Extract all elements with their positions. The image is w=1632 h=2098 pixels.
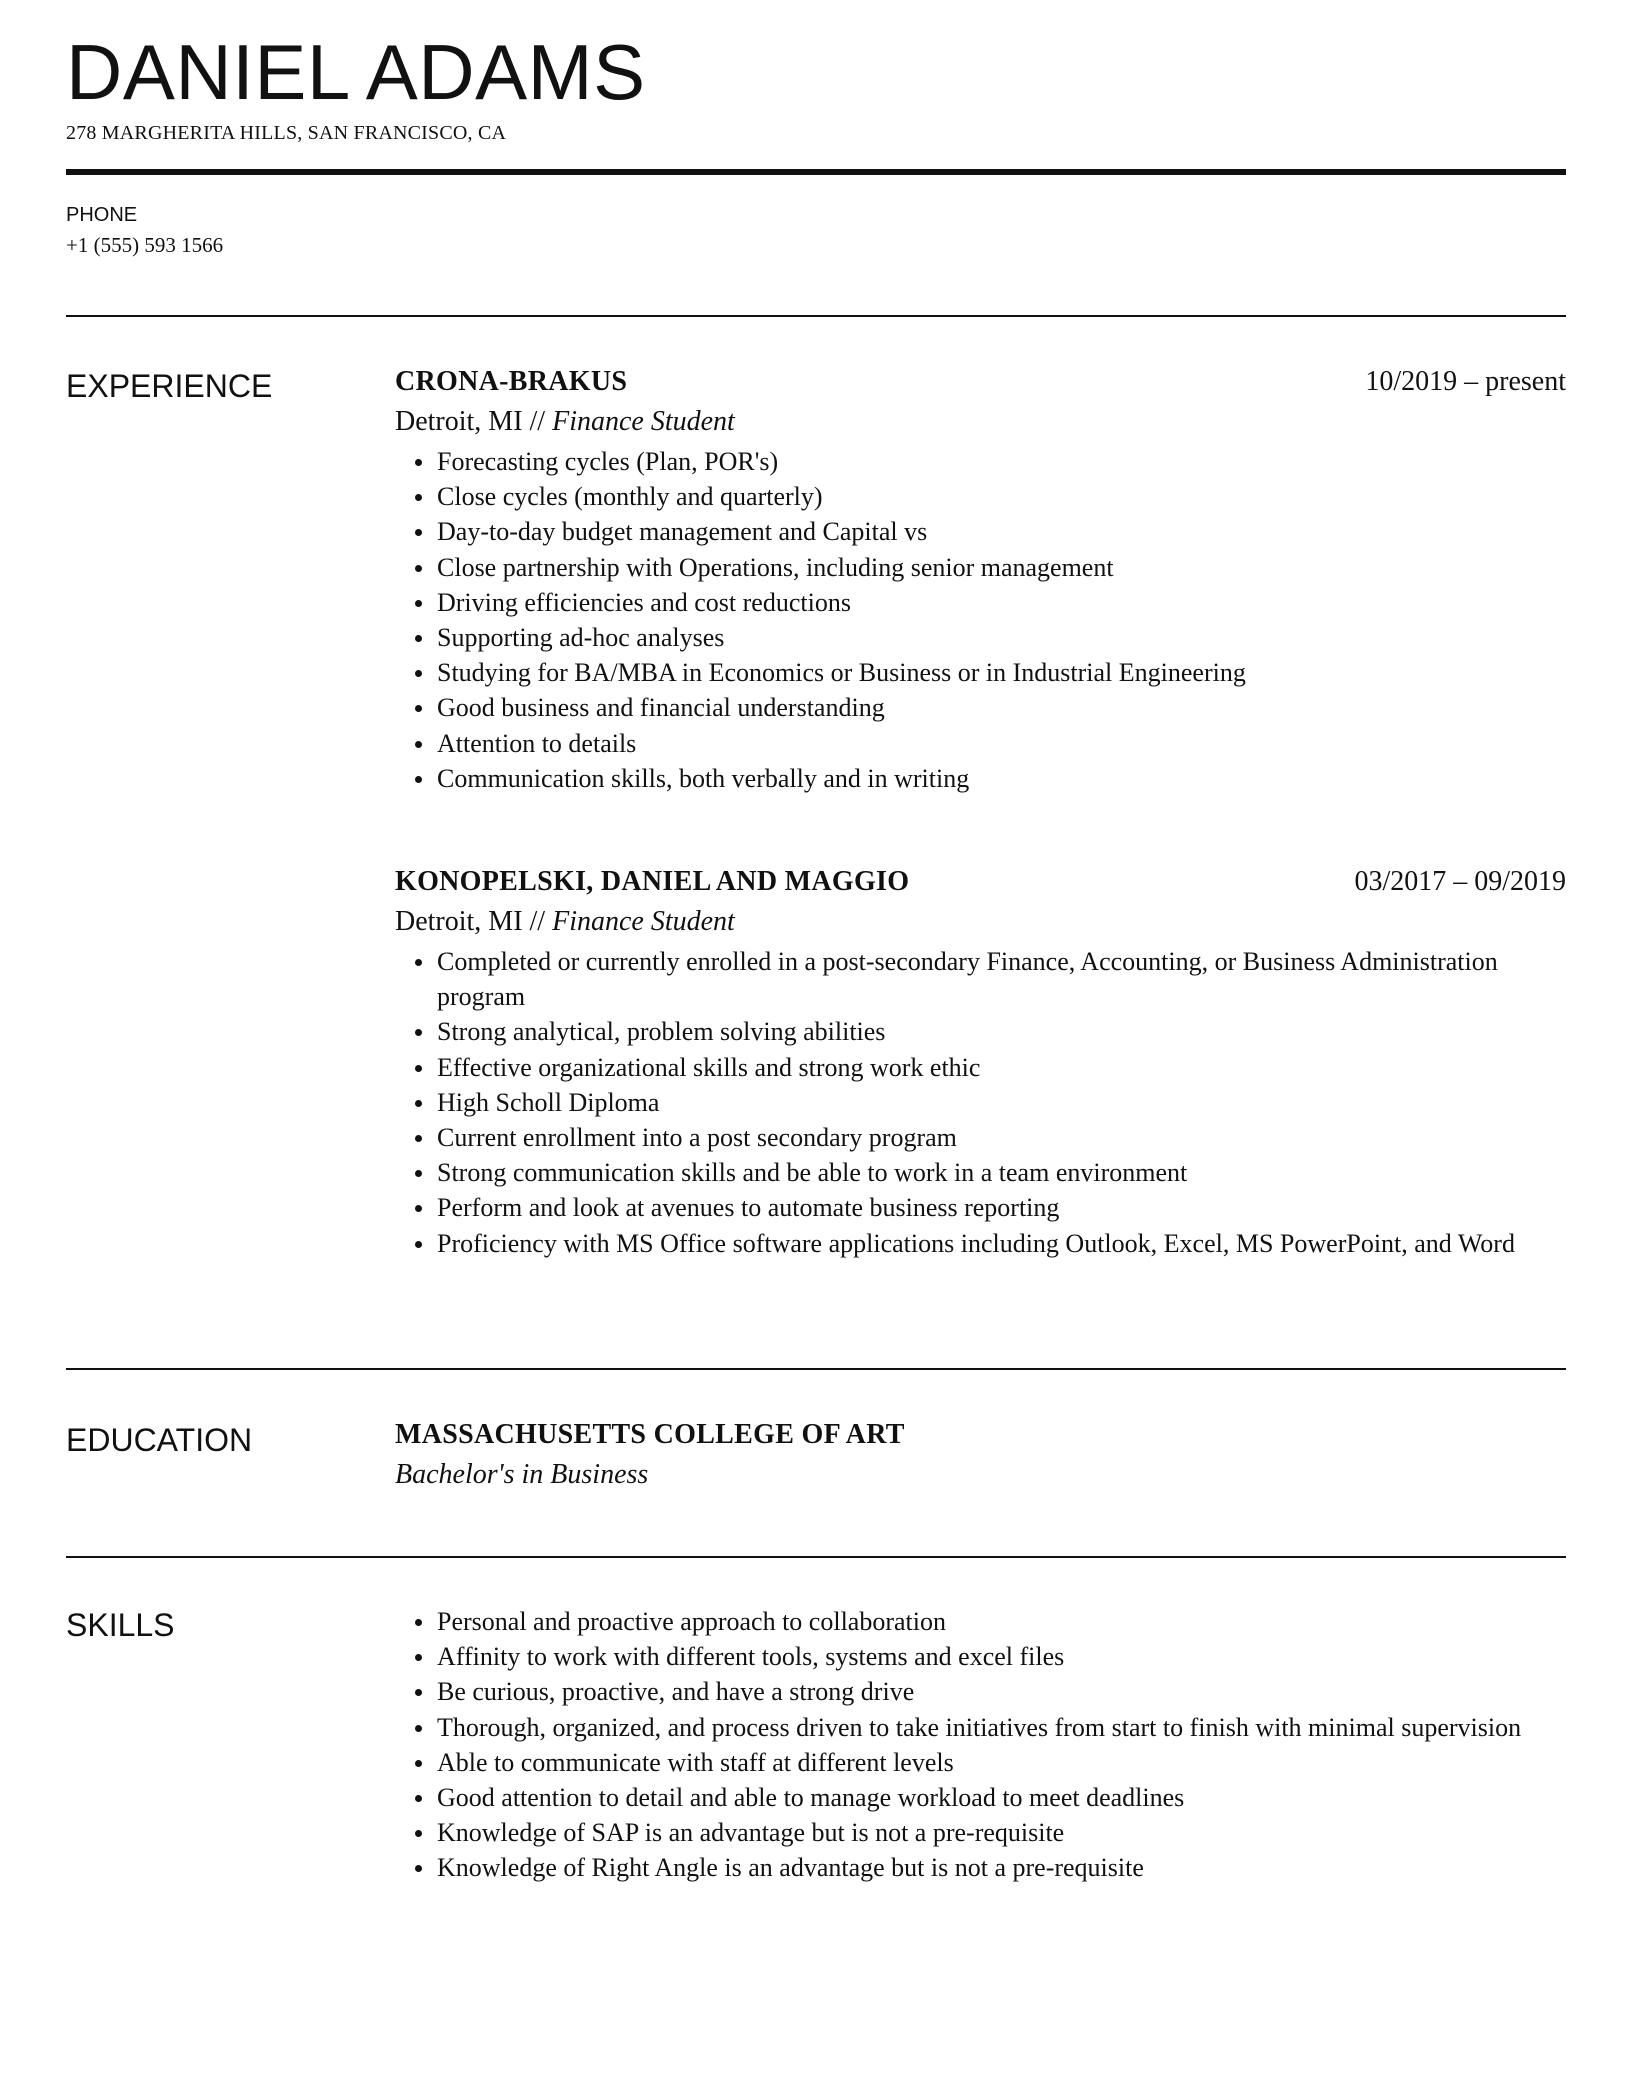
list-item: Thorough, organized, and process driven to take initiatives from start to finish with minimal supervision (437, 1710, 1566, 1745)
job-header (395, 862, 1566, 902)
list-item: Perform and look at avenues to automate business reporting (437, 1190, 1566, 1225)
list-item: Communication skills, both verbally and in writing (437, 761, 1566, 796)
header-divider (66, 169, 1566, 175)
list-item: Knowledge of SAP is an advantage but is not a pre-requisite (437, 1815, 1566, 1850)
section-divider (66, 1368, 1566, 1370)
list-item: Good attention to detail and able to manage workload to meet deadlines (437, 1780, 1566, 1815)
skills-list-wrapper (395, 1604, 1566, 1886)
job-entry (395, 362, 1566, 796)
education-entry (395, 1415, 1566, 1495)
list-item: Studying for BA/MBA in Economics or Business or in Industrial Engineering (437, 655, 1566, 690)
list-item: Supporting ad-hoc analyses (437, 620, 1566, 655)
list-item: Completed or currently enrolled in a post-secondary Finance, Accounting, or Business Administration program (437, 944, 1566, 1014)
phone-label: PHONE (66, 204, 138, 226)
list-item: Effective organizational skills and strong work ethic (437, 1050, 1566, 1085)
job-subtitle (395, 402, 1566, 442)
list-item: Personal and proactive approach to collaboration (437, 1604, 1566, 1639)
list-item: Knowledge of Right Angle is an advantage but is not a pre-requisite (437, 1850, 1566, 1885)
education-heading: EDUCATION (66, 1422, 253, 1458)
job-dates: 10/2019 – present (1365, 366, 1566, 397)
job-subtitle (395, 902, 1566, 942)
job-company: KONOPELSKI, DANIEL AND MAGGIO (395, 866, 910, 897)
list-item: High Scholl Diploma (437, 1085, 1566, 1120)
list-item: Able to communicate with staff at different levels (437, 1745, 1566, 1780)
job-title: Finance Student (552, 906, 735, 937)
job-separator: // (522, 906, 553, 937)
candidate-name: DANIEL ADAMS (66, 28, 646, 116)
experience-heading: EXPERIENCE (66, 368, 273, 404)
list-item: Strong analytical, problem solving abilities (437, 1014, 1566, 1049)
list-item: Driving efficiencies and cost reductions (437, 585, 1566, 620)
school-name: MASSACHUSETTS COLLEGE OF ART (395, 1419, 905, 1450)
list-item: Forecasting cycles (Plan, POR's) (437, 444, 1566, 479)
list-item: Current enrollment into a post secondary program (437, 1120, 1566, 1155)
list-item: Be curious, proactive, and have a strong drive (437, 1674, 1566, 1709)
skills-list (395, 1604, 1566, 1886)
job-entry (395, 862, 1566, 1261)
list-item: Close partnership with Operations, including senior management (437, 550, 1566, 585)
job-responsibilities (395, 944, 1566, 1261)
job-location: Detroit, MI (395, 906, 523, 937)
job-company: CRONA-BRAKUS (395, 366, 628, 397)
list-item: Day-to-day budget management and Capital vs (437, 514, 1566, 549)
list-item: Proficiency with MS Office software applications including Outlook, Excel, MS PowerPoint, and Word (437, 1226, 1566, 1261)
list-item: Strong communication skills and be able to work in a team environment (437, 1155, 1566, 1190)
job-dates: 03/2017 – 09/2019 (1354, 866, 1566, 897)
job-title: Finance Student (552, 406, 735, 437)
job-responsibilities (395, 444, 1566, 796)
job-location: Detroit, MI (395, 406, 523, 437)
degree: Bachelor's in Business (395, 1459, 649, 1490)
list-item: Affinity to work with different tools, systems and excel files (437, 1639, 1566, 1674)
section-divider (66, 315, 1566, 317)
job-separator: // (522, 406, 553, 437)
skills-heading: SKILLS (66, 1607, 175, 1643)
list-item: Close cycles (monthly and quarterly) (437, 479, 1566, 514)
address: 278 MARGHERITA HILLS, SAN FRANCISCO, CA (66, 122, 507, 144)
phone-value: +1 (555) 593 1566 (66, 233, 224, 257)
list-item: Attention to details (437, 726, 1566, 761)
section-divider (66, 1556, 1566, 1558)
list-item: Good business and financial understanding (437, 690, 1566, 725)
job-header (395, 362, 1566, 402)
resume-page (66, 0, 1566, 2098)
